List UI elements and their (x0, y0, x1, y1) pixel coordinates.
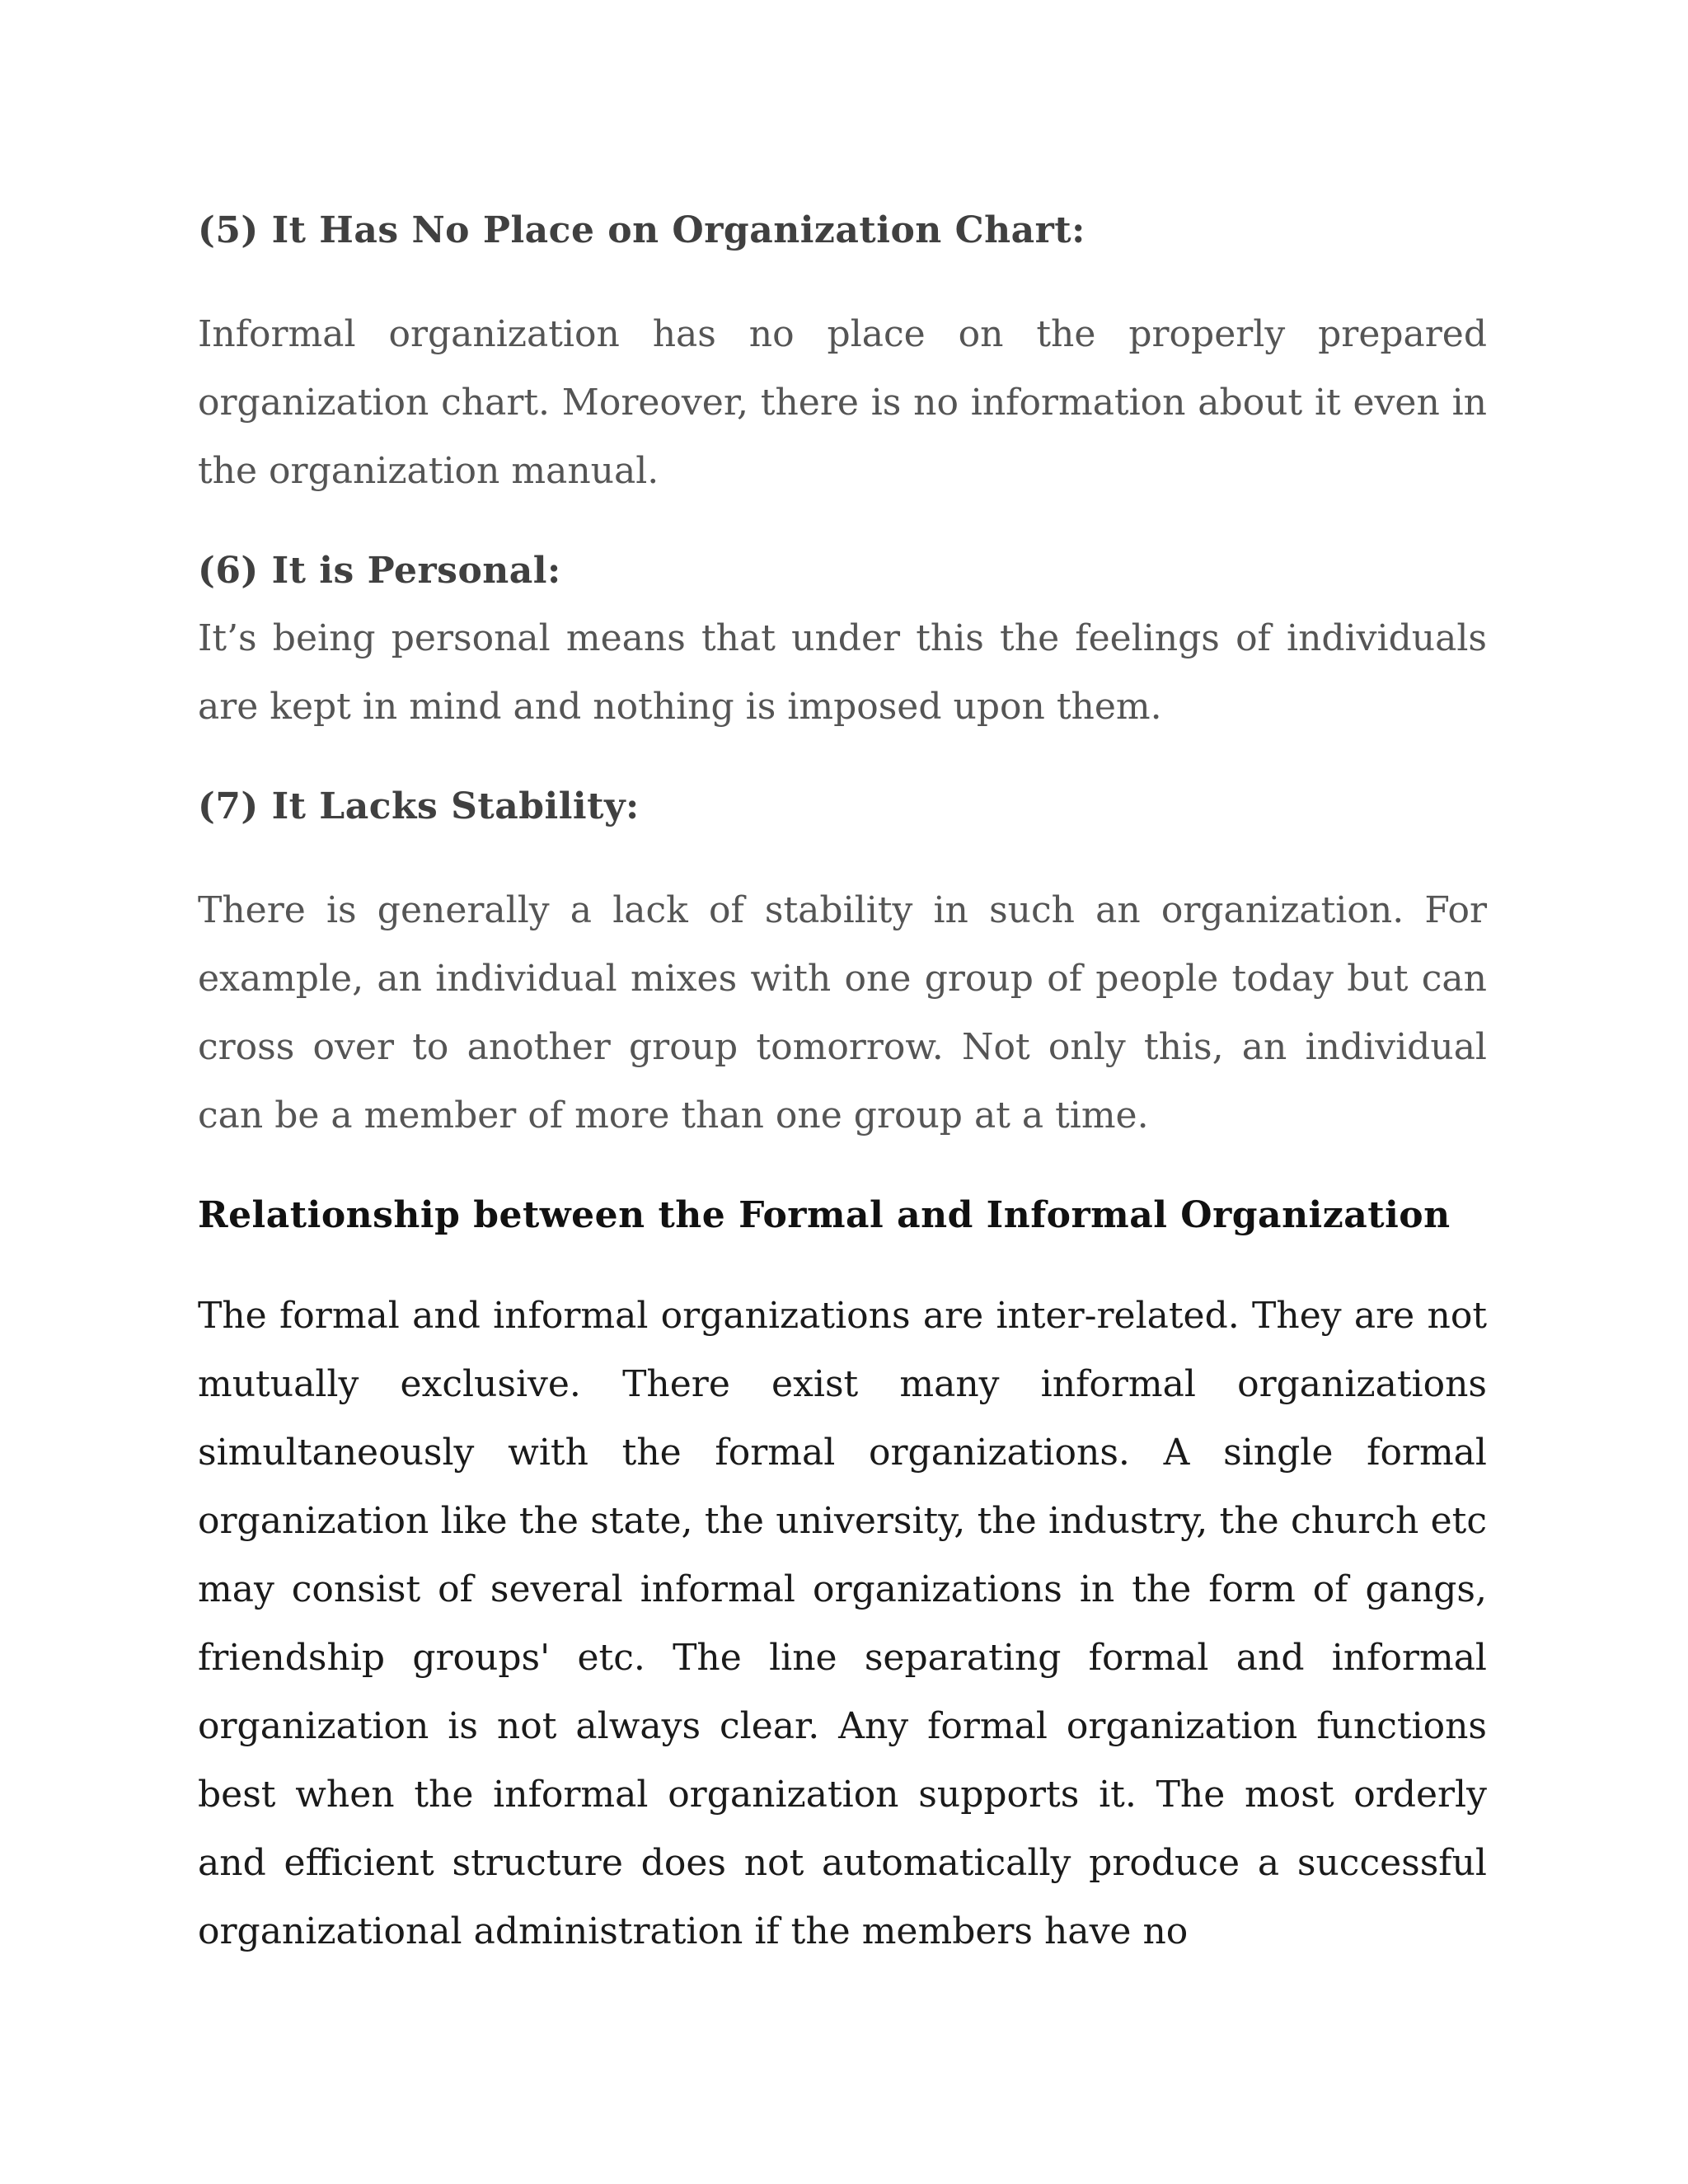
section-body-no-place-on-chart: Informal organization has no place on the properly prepared organization chart. Moreover, there is no information about it even in the organization manual. (198, 313, 1487, 492)
section-heading-personal: (6) It is Personal: (198, 550, 561, 592)
section-heading-lacks-stability: (7) It Lacks Stability: (198, 785, 640, 827)
section-heading-no-place-on-chart: (5) It Has No Place on Organization Chart: (198, 209, 1085, 251)
section-heading-relationship: Relationship between the Formal and Informal Organization (198, 1194, 1451, 1236)
section-body-relationship: The formal and informal organizations are inter-related. They are not mutually exclusive. There exist many informal organizations simultaneously with the formal organizations. A single formal organization like the state, the university, the industry, the church etc may consist of several informal organizations in the form of gangs, friendship groups' etc. The line separating formal and informal organization is not always clear. Any formal organization functions best when the informal organization supports it. The most orderly and efficient structure does not automatically produce a successful organizational administration if the members have no (198, 1295, 1487, 1952)
section-body-personal: It’s being personal means that under this the feelings of individuals are kept in mind and nothing is imposed upon them. (198, 617, 1487, 728)
section-body-lacks-stability: There is generally a lack of stability in such an organization. For example, an individual mixes with one group of people today but can cross over to another group tomorrow. Not only this, an individual can be a member of more than one group at a time. (198, 889, 1487, 1137)
page-content (198, 198, 1487, 1966)
